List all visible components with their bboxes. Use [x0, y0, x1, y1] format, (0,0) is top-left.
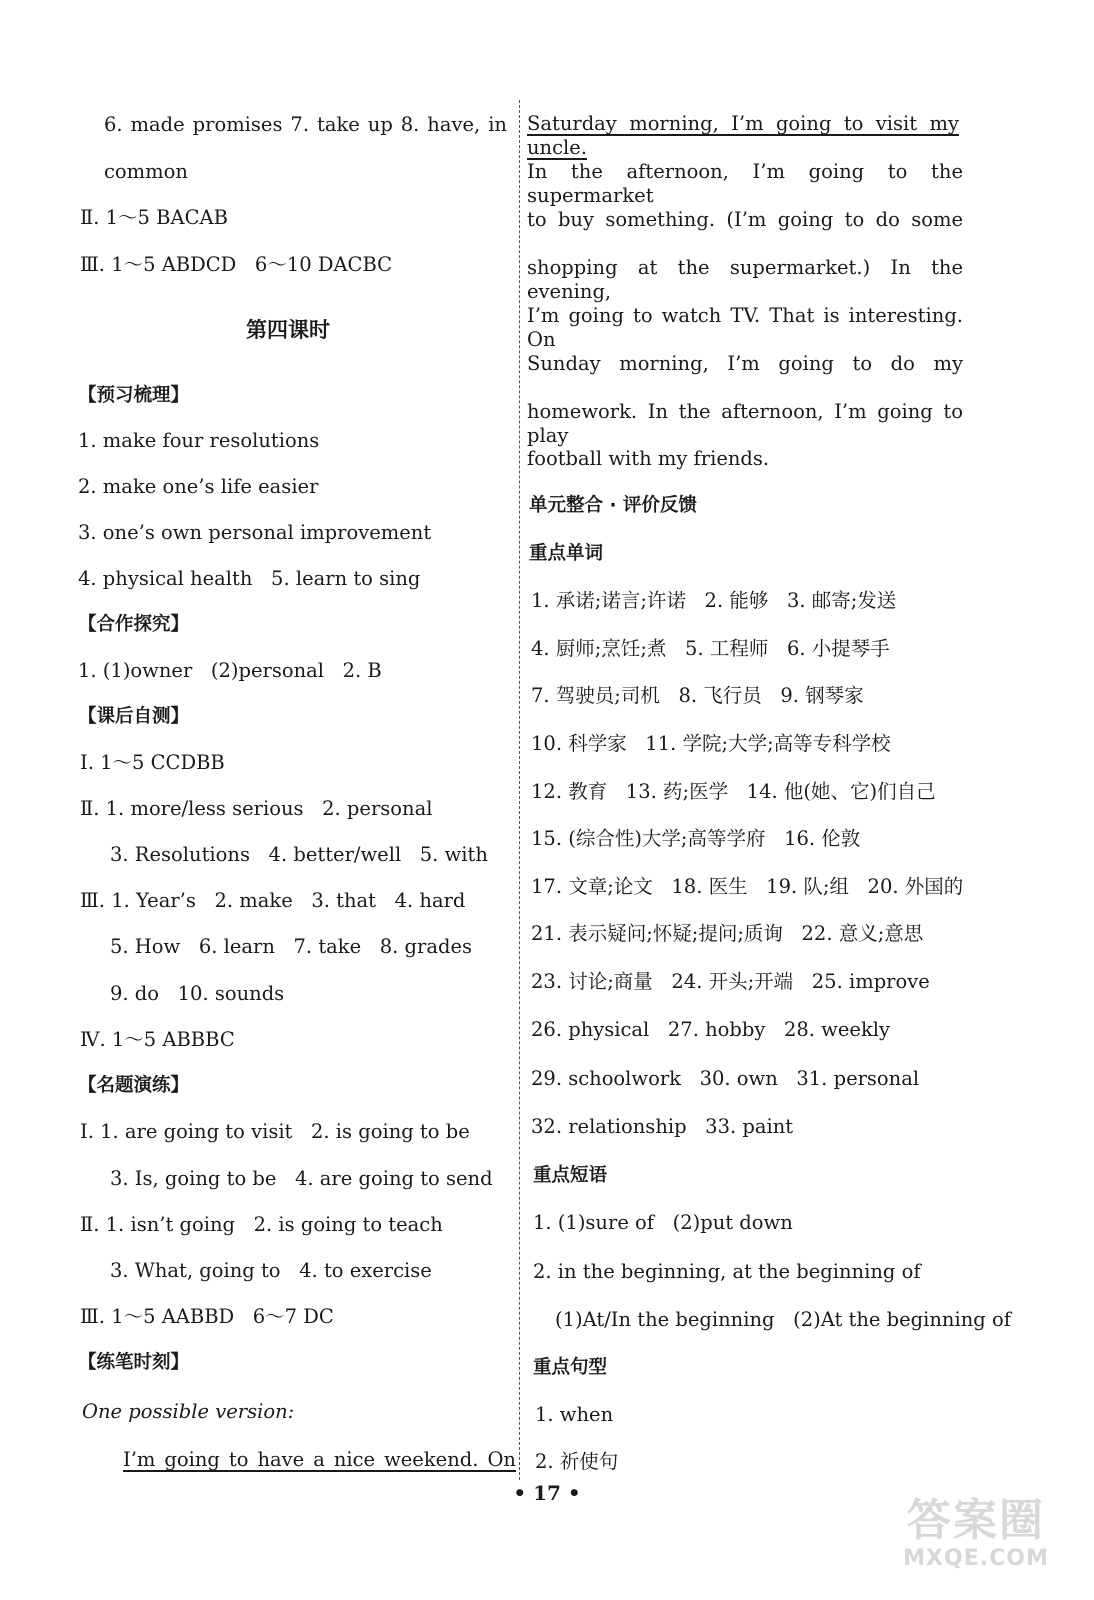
- answer-line: One possible version:: [82, 1400, 295, 1423]
- site-watermark: [876, 1496, 1076, 1586]
- essay-line: Sunday morning, I’m going to do my: [527, 352, 963, 375]
- vocab-line: 7. 驾驶员;司机 8. 飞行员 9. 钢琴家: [531, 684, 864, 707]
- vocab-line: 23. 讨论;商量 24. 开头;开端 25. improve: [531, 970, 930, 993]
- lesson-title: 第四课时: [246, 318, 330, 342]
- answer-line: Ⅲ. 1～5 ABDCD 6～10 DACBC: [80, 253, 393, 276]
- page-number: • 17 •: [513, 1481, 581, 1505]
- vocab-line: 21. 表示疑问;怀疑;提问;质询 22. 意义;意思: [531, 922, 924, 945]
- sentence-line: 1. when: [535, 1403, 614, 1426]
- answer-line: 3. Is, going to be 4. are going to send: [110, 1167, 493, 1190]
- answer-line: 1. make four resolutions: [78, 429, 320, 452]
- section-heading-key-phrases: 重点短语: [533, 1165, 608, 1186]
- answer-line: Ⅰ. 1～5 CCDBB: [80, 751, 225, 774]
- section-heading-self-test: 【课后自测】: [78, 706, 190, 727]
- answer-line: common: [104, 160, 188, 183]
- watermark-url: MXQE.COM: [903, 1546, 1049, 1571]
- watermark-logo-text: 答案圈: [907, 1495, 1045, 1546]
- answer-line: 2. make one’s life easier: [78, 475, 319, 498]
- answer-line: 3. one’s own personal improvement: [78, 521, 432, 544]
- vocab-line: 17. 文章;论文 18. 医生 19. 队;组 20. 外国的: [531, 875, 964, 898]
- answer-line: 3. What, going to 4. to exercise: [110, 1259, 432, 1282]
- vocab-line: 29. schoolwork 30. own 31. personal: [531, 1067, 920, 1090]
- section-heading-writing: 【练笔时刻】: [78, 1352, 190, 1373]
- essay-line: I’m going to have a nice weekend. On: [123, 1448, 516, 1471]
- essay-line: homework. In the afternoon, I’m going to play: [527, 400, 963, 447]
- phrase-line: (1)At/In the beginning (2)At the beginning of: [555, 1308, 1011, 1331]
- section-heading-cooperation: 【合作探究】: [78, 614, 190, 635]
- answer-line: Ⅲ. 1. Year’s 2. make 3. that 4. hard: [80, 889, 466, 912]
- vocab-line: 12. 教育 13. 药;医学 14. 他(她、它)们自己: [531, 780, 936, 803]
- answer-line: Ⅲ. 1～5 AABBD 6～7 DC: [80, 1305, 334, 1328]
- answer-line: Ⅳ. 1～5 ABBBC: [80, 1028, 235, 1051]
- vocab-line: 1. 承诺;诺言;许诺 2. 能够 3. 邮寄;发送: [531, 589, 897, 612]
- essay-line: I’m going to watch TV. That is interesting. On: [527, 304, 963, 351]
- column-divider: [519, 100, 520, 1480]
- phrase-line: 1. (1)sure of (2)put down: [533, 1211, 793, 1234]
- vocab-line: 10. 科学家 11. 学院;大学;高等专科学校: [531, 732, 891, 755]
- answer-line: 1. (1)owner (2)personal 2. B: [78, 659, 382, 682]
- section-heading-key-sentences: 重点句型: [533, 1357, 608, 1378]
- answer-line: 3. Resolutions 4. better/well 5. with: [110, 843, 488, 866]
- essay-line: In the afternoon, I’m going to the supermarket: [527, 160, 963, 207]
- phrase-line: 2. in the beginning, at the beginning of: [533, 1260, 921, 1283]
- vocab-line: 26. physical 27. hobby 28. weekly: [531, 1018, 891, 1041]
- section-heading-key-words: 重点单词: [529, 543, 604, 564]
- section-heading-famous-questions: 【名题演练】: [78, 1075, 190, 1096]
- essay-line: shopping at the supermarket.) In the evening,: [527, 256, 963, 303]
- essay-line: football with my friends.: [527, 447, 770, 470]
- answer-line: Ⅰ. 1. are going to visit 2. is going to be: [80, 1120, 470, 1143]
- answer-line: Ⅱ. 1. isn’t going 2. is going to teach: [80, 1213, 443, 1236]
- vocab-line: 32. relationship 33. paint: [531, 1115, 794, 1138]
- answer-line: 4. physical health 5. learn to sing: [78, 567, 421, 590]
- answer-line: Ⅱ. 1～5 BACAB: [80, 206, 228, 229]
- answer-line: 9. do 10. sounds: [110, 982, 285, 1005]
- vocab-line: 4. 厨师;烹饪;煮 5. 工程师 6. 小提琴手: [531, 637, 890, 660]
- section-heading-preview: 【预习梳理】: [78, 385, 190, 406]
- section-heading-unit-review: 单元整合 · 评价反馈: [529, 495, 697, 516]
- vocab-line: 15. (综合性)大学;高等学府 16. 伦敦: [531, 827, 861, 850]
- sentence-line: 2. 祈使句: [535, 1450, 619, 1473]
- answer-line: 6. made promises 7. take up 8. have, in: [104, 113, 507, 136]
- essay-line: Saturday morning, I’m going to visit my uncle.: [527, 112, 959, 159]
- essay-line: to buy something. (I’m going to do some: [527, 208, 963, 231]
- answer-line: Ⅱ. 1. more/less serious 2. personal: [80, 797, 433, 820]
- answer-line: 5. How 6. learn 7. take 8. grades: [110, 935, 472, 958]
